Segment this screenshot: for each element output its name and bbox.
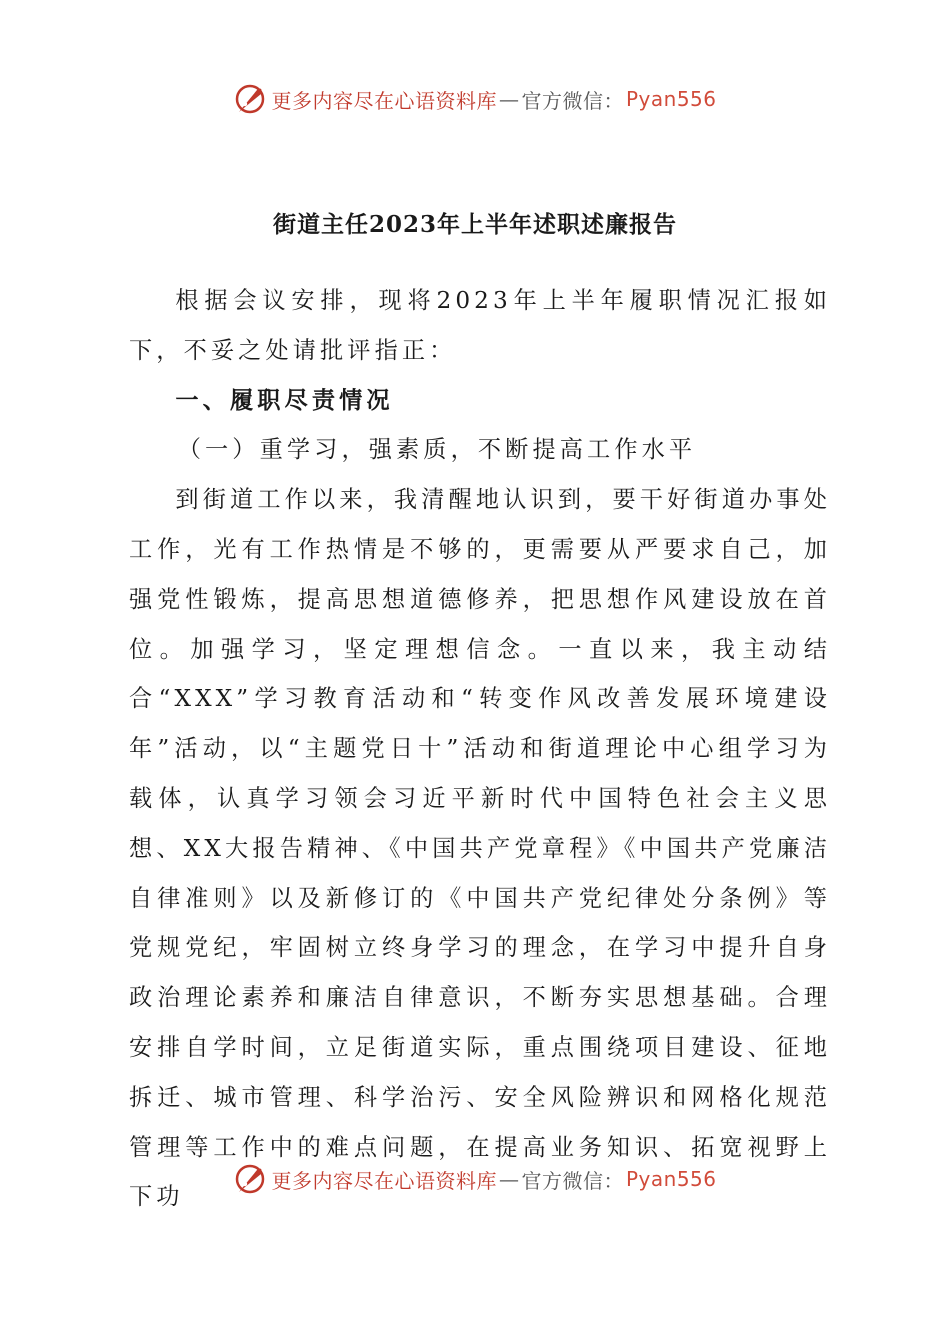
subsection-heading: （一）重学习，强素质，不断提高工作水平 xyxy=(177,436,697,464)
intro-paragraph: 根据会议安排，现将2023年上半年履职情况汇报如下，不妥之处请批评指正： xyxy=(129,287,831,364)
watermark-separator: — xyxy=(498,1167,520,1191)
section-heading: 一、履职尽责情况 xyxy=(175,386,394,414)
watermark-main-text: 更多内容尽在心语资料库 xyxy=(271,88,497,113)
watermark-contact-label: 官方微信： xyxy=(521,1168,624,1193)
document-body xyxy=(129,276,831,1222)
watermark-header xyxy=(0,82,950,116)
watermark-contact-label: 官方微信： xyxy=(521,88,624,113)
quill-logo-icon xyxy=(233,82,267,116)
body-paragraph: 到街道工作以来，我清醒地认识到，要干好街道办事处工作，光有工作热情是不够的，更需要从严要求自己，加强党性锻炼，提高思想道德修养，把思想作风建设放在首位。加强学习，坚定理想信念。一直以来，我主动结合“XXX”学习教育活动和“转变作风改善发展环境建设年”活动，以“主题党日十”活动和街道理论中心组学习为载体，认真学习领会习近平新时代中国特色社会主义思想、XX大报告精神、《中国共产党章程》《中国共产党廉洁自律准则》以及新修订的《中国共产党纪律处分条例》等党规党纪，牢固树立终身学习的理念，在学习中提升自身政治理论素养和廉洁自律意识，不断夯实思想基础。合理安排自学时间，立足街道实际，重点围绕项目建设、征地拆迁、城市管理、科学治污、安全风险辨识和网格化规范管理等工作中的难点问题，在提高业务知识、拓宽视野上下功 xyxy=(129,486,831,1211)
document-title: 街道主任2023年上半年述职述廉报告 xyxy=(272,211,677,238)
watermark-footer xyxy=(0,1162,950,1196)
watermark-main-text: 更多内容尽在心语资料库 xyxy=(271,1168,497,1193)
watermark-separator: — xyxy=(498,87,520,111)
watermark-contact-id: Pyan556 xyxy=(625,87,717,111)
quill-logo-icon xyxy=(233,1162,267,1196)
watermark-contact-id: Pyan556 xyxy=(625,1167,717,1191)
